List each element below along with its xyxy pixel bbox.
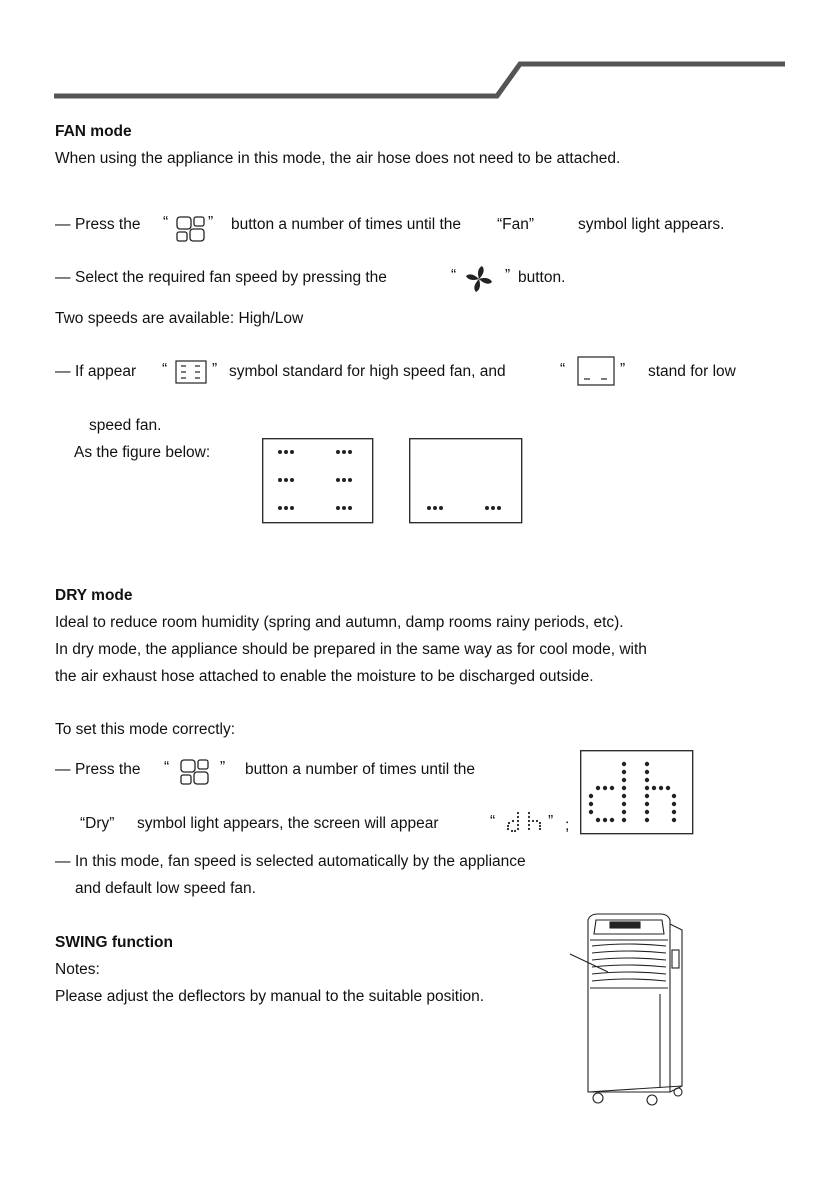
- dh-symbol-icon: [503, 810, 554, 834]
- fan-mode-heading: FAN mode: [55, 123, 132, 140]
- quote-open: “: [163, 214, 169, 231]
- header-rule: [0, 0, 840, 100]
- fan-icon: [463, 264, 495, 294]
- text: button.: [518, 269, 566, 286]
- quote-close: ”: [505, 267, 511, 284]
- dry-mode-line-3: the air exhaust hose attached to enable the moisture to be discharged outside.: [55, 668, 594, 685]
- swing-notes-label: Notes:: [55, 961, 100, 978]
- dash: —: [55, 269, 71, 286]
- air-conditioner-illustration: [568, 910, 698, 1110]
- fan-step-3-continued: speed fan.: [89, 417, 162, 434]
- figure-caption: As the figure below:: [74, 444, 211, 461]
- quote-close: ”: [620, 361, 626, 378]
- swing-text: Please adjust the deflectors by manual to the suitable position.: [55, 988, 485, 1005]
- swing-heading: SWING function: [55, 934, 173, 951]
- text: stand for low: [648, 363, 736, 380]
- dry-mode-heading: DRY mode: [55, 587, 133, 604]
- mode-button-icon: [175, 214, 209, 244]
- dash: —: [55, 853, 71, 870]
- quote-close: ”: [212, 361, 218, 378]
- quote-open: “: [451, 267, 457, 284]
- mode-button-icon: [179, 757, 213, 787]
- high-speed-symbol-icon: [175, 360, 207, 384]
- text: In this mode, fan speed is selected automatically by the appliance: [75, 853, 526, 870]
- dry-mode-line-1: Ideal to reduce room humidity (spring and autumn, damp rooms rainy periods, etc).: [55, 614, 624, 631]
- dry-step-2-continued: and default low speed fan.: [75, 880, 256, 897]
- semicolon: ;: [565, 817, 570, 834]
- text: button a number of times until the: [231, 216, 462, 233]
- text: symbol light appears, the screen will appear: [137, 815, 439, 832]
- quote-open: “: [162, 361, 168, 378]
- text: Press the: [75, 761, 141, 778]
- quote-close: ”: [548, 813, 554, 830]
- dry-set-heading: To set this mode correctly:: [55, 721, 236, 738]
- high-speed-display: [262, 438, 374, 524]
- dash: —: [55, 216, 71, 233]
- fan-symbol-label: “Fan”: [497, 216, 535, 233]
- low-speed-symbol-icon: [577, 356, 615, 386]
- dash: —: [55, 363, 71, 380]
- text: button a number of times until the: [245, 761, 476, 778]
- fan-speeds-text: Two speeds are available: High/Low: [55, 310, 304, 327]
- quote-close: ”: [208, 214, 214, 231]
- quote-close: ”: [220, 759, 226, 776]
- text: Press the: [75, 216, 141, 233]
- dash: —: [55, 761, 71, 778]
- low-speed-display: [409, 438, 523, 524]
- text: If appear: [75, 363, 137, 380]
- quote-open: “: [490, 813, 496, 830]
- text: symbol light appears.: [578, 216, 725, 233]
- dry-mode-line-2: In dry mode, the appliance should be prepared in the same way as for cool mode, with: [55, 641, 647, 658]
- dry-display: [580, 750, 694, 835]
- text: Select the required fan speed by pressing the: [75, 269, 387, 286]
- fan-mode-intro: When using the appliance in this mode, the air hose does not need to be attached.: [55, 150, 621, 167]
- dry-symbol-label: “Dry”: [80, 815, 115, 832]
- text: symbol standard for high speed fan, and: [229, 363, 506, 380]
- quote-open: “: [560, 361, 566, 378]
- quote-open: “: [164, 759, 170, 776]
